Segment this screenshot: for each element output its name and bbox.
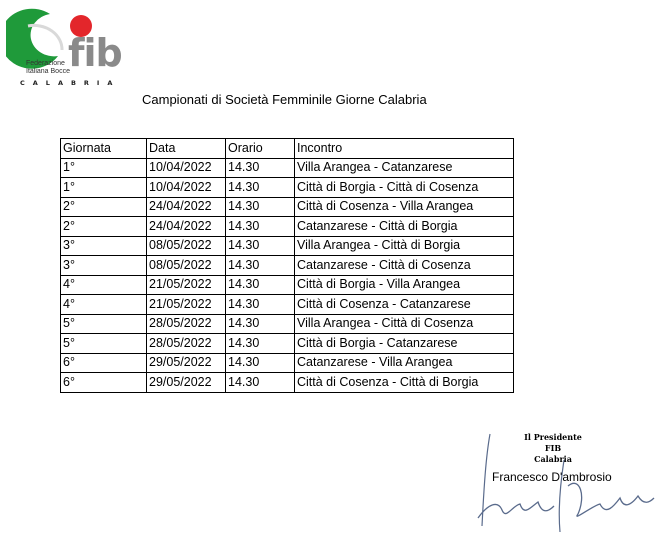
cell-data: 28/05/2022 [147, 314, 226, 334]
fib-logo [6, 4, 124, 88]
cell-data: 24/04/2022 [147, 197, 226, 217]
cell-orario: 14.30 [226, 373, 295, 393]
logo-federation-text: Federazione Italiana Bocce [26, 60, 70, 75]
table-row [61, 334, 514, 354]
header-data: Data [147, 139, 226, 159]
table-row [61, 178, 514, 198]
cell-orario: 14.30 [226, 197, 295, 217]
cell-orario: 14.30 [226, 158, 295, 178]
table-row [61, 197, 514, 217]
cell-incontro: Città di Borgia - Città di Cosenza [295, 178, 514, 198]
cell-orario: 14.30 [226, 353, 295, 373]
table-row [61, 275, 514, 295]
cell-data: 10/04/2022 [147, 158, 226, 178]
cell-giornata: 5° [61, 314, 147, 334]
cell-giornata: 1° [61, 178, 147, 198]
cell-giornata: 6° [61, 353, 147, 373]
header-giornata: Giornata [61, 139, 147, 159]
cell-giornata: 1° [61, 158, 147, 178]
cell-data: 21/05/2022 [147, 295, 226, 315]
cell-giornata: 3° [61, 256, 147, 276]
cell-orario: 14.30 [226, 275, 295, 295]
table-row [61, 353, 514, 373]
cell-giornata: 4° [61, 295, 147, 315]
table-row [61, 314, 514, 334]
cell-data: 08/05/2022 [147, 256, 226, 276]
document-title: Campionati di Società Femminile Giorne Calabria [142, 92, 427, 107]
cell-incontro: Città di Borgia - Catanzarese [295, 334, 514, 354]
cell-incontro: Città di Cosenza - Villa Arangea [295, 197, 514, 217]
cell-orario: 14.30 [226, 295, 295, 315]
cell-incontro: Città di Borgia - Villa Arangea [295, 275, 514, 295]
cell-orario: 14.30 [226, 217, 295, 237]
table-row [61, 217, 514, 237]
cell-incontro: Villa Arangea - Città di Cosenza [295, 314, 514, 334]
cell-giornata: 5° [61, 334, 147, 354]
cell-giornata: 2° [61, 217, 147, 237]
cell-orario: 14.30 [226, 334, 295, 354]
cell-orario: 14.30 [226, 256, 295, 276]
table-row [61, 236, 514, 256]
cell-giornata: 3° [61, 236, 147, 256]
cell-incontro: Catanzarese - Villa Arangea [295, 353, 514, 373]
table-row [61, 373, 514, 393]
table-row [61, 256, 514, 276]
table-row [61, 158, 514, 178]
logo-fib-text: fib [68, 31, 122, 75]
logo-region-text: CALABRIA [20, 79, 121, 87]
cell-data: 21/05/2022 [147, 275, 226, 295]
schedule-table [60, 138, 514, 393]
cell-incontro: Villa Arangea - Catanzarese [295, 158, 514, 178]
cell-data: 28/05/2022 [147, 334, 226, 354]
cell-orario: 14.30 [226, 236, 295, 256]
cell-giornata: 4° [61, 275, 147, 295]
signature-org: FIB [544, 443, 562, 453]
signature-name: Francesco D'ambrosio [492, 470, 612, 484]
table-row [61, 295, 514, 315]
cell-data: 29/05/2022 [147, 353, 226, 373]
cell-incontro: Villa Arangea - Città di Borgia [295, 236, 514, 256]
cell-incontro: Catanzarese - Città di Cosenza [295, 256, 514, 276]
cell-incontro: Catanzarese - Città di Borgia [295, 217, 514, 237]
cell-data: 10/04/2022 [147, 178, 226, 198]
cell-orario: 14.30 [226, 178, 295, 198]
cell-data: 24/04/2022 [147, 217, 226, 237]
cell-orario: 14.30 [226, 314, 295, 334]
cell-data: 29/05/2022 [147, 373, 226, 393]
header-incontro: Incontro [295, 139, 514, 159]
cell-giornata: 6° [61, 373, 147, 393]
cell-data: 08/05/2022 [147, 236, 226, 256]
cell-giornata: 2° [61, 197, 147, 217]
signature-block [522, 432, 584, 465]
cell-incontro: Città di Cosenza - Città di Borgia [295, 373, 514, 393]
table-header-row [61, 139, 514, 159]
cell-incontro: Città di Cosenza - Catanzarese [295, 295, 514, 315]
signature-role: Il Presidente [524, 432, 582, 442]
header-orario: Orario [226, 139, 295, 159]
signature-region: Calabria [534, 454, 572, 464]
